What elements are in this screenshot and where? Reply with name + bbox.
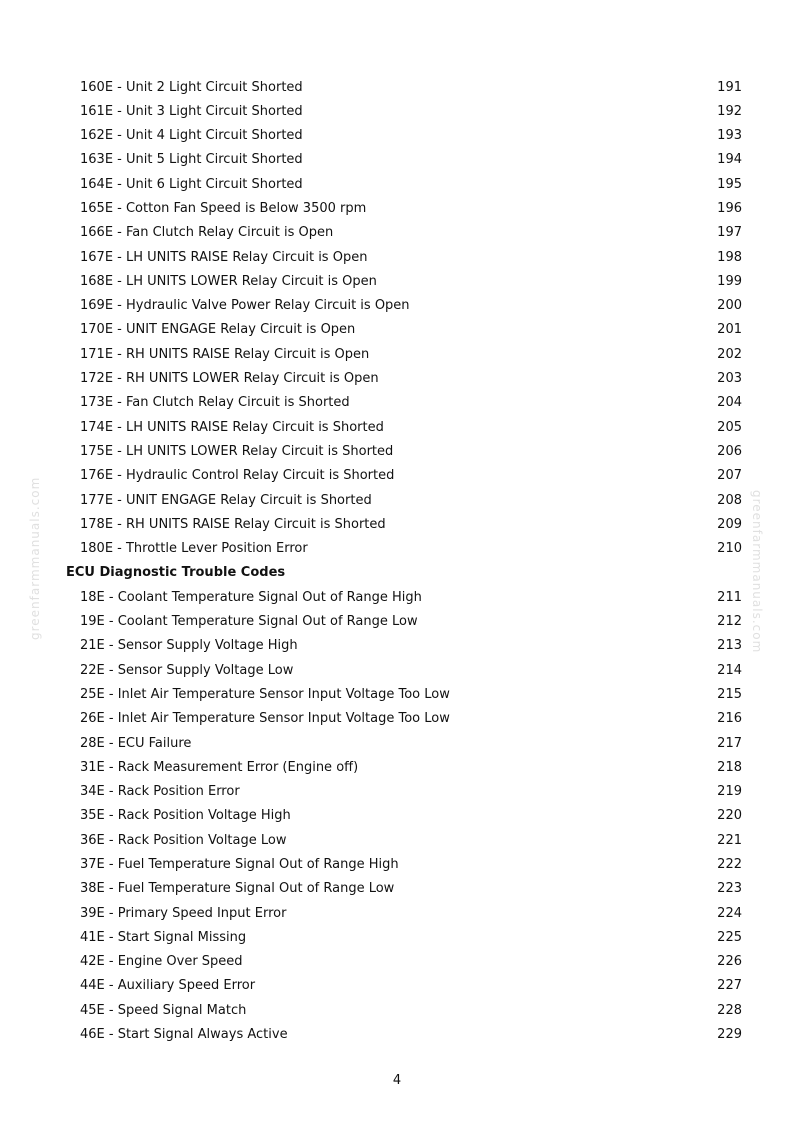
entry-title: 28E - ECU Failure: [80, 735, 192, 751]
entry-title: 166E - Fan Clutch Relay Circuit is Open: [80, 225, 334, 241]
entry-page-number: 192: [717, 103, 742, 119]
entry-title: 25E - Inlet Air Temperature Sensor Input Voltage Too Low: [80, 686, 450, 702]
toc-entry[interactable]: [0, 294, 794, 318]
entry-title: 41E - Start Signal Missing: [80, 929, 247, 945]
toc-entry[interactable]: [0, 124, 794, 148]
entry-page-number: 202: [717, 346, 742, 362]
toc-entry[interactable]: [0, 1023, 794, 1047]
entry-title: 161E - Unit 3 Light Circuit Shorted: [80, 103, 303, 119]
entry-title: 34E - Rack Position Error: [80, 784, 240, 800]
entry-page-number: 217: [717, 735, 742, 751]
entry-title: 169E - Hydraulic Valve Power Relay Circuit is Open: [80, 298, 410, 314]
toc-entry[interactable]: [0, 367, 794, 391]
toc-entry[interactable]: [0, 610, 794, 634]
entry-page-number: 197: [717, 225, 742, 241]
entry-title: 167E - LH UNITS RAISE Relay Circuit is Open: [80, 249, 368, 265]
toc-entry[interactable]: [0, 732, 794, 756]
entry-title: 172E - RH UNITS LOWER Relay Circuit is Open: [80, 371, 379, 387]
entry-page-number: 216: [717, 711, 742, 727]
entry-page-number: 225: [717, 929, 742, 945]
entry-title: 44E - Auxiliary Speed Error: [80, 978, 256, 994]
toc-entry[interactable]: [0, 246, 794, 270]
toc-entry[interactable]: [0, 173, 794, 197]
watermark-text: greenfarmmanuals.com: [28, 476, 42, 640]
entry-page-number: 199: [717, 273, 742, 289]
entry-page-number: 207: [717, 468, 742, 484]
toc-entry[interactable]: [0, 489, 794, 513]
entry-title: 31E - Rack Measurement Error (Engine off): [80, 759, 359, 775]
toc-entry[interactable]: [0, 853, 794, 877]
entry-title: 38E - Fuel Temperature Signal Out of Range Low: [80, 881, 395, 897]
toc-entry[interactable]: [0, 683, 794, 707]
toc-entry[interactable]: [0, 76, 794, 100]
entry-title: 180E - Throttle Lever Position Error: [80, 541, 308, 557]
toc-entry[interactable]: [0, 391, 794, 415]
entry-page-number: 227: [717, 978, 742, 994]
toc-section-heading: [0, 561, 794, 585]
entry-title: 162E - Unit 4 Light Circuit Shorted: [80, 128, 303, 144]
toc-entry[interactable]: [0, 100, 794, 124]
toc-entry[interactable]: [0, 950, 794, 974]
toc-entry[interactable]: [0, 634, 794, 658]
entry-page-number: 204: [717, 395, 742, 411]
section-title: ECU Diagnostic Trouble Codes: [66, 565, 286, 581]
entry-page-number: 218: [717, 759, 742, 775]
entry-title: 22E - Sensor Supply Voltage Low: [80, 662, 294, 678]
entry-title: 21E - Sensor Supply Voltage High: [80, 638, 298, 654]
entry-title: 168E - LH UNITS LOWER Relay Circuit is Open: [80, 273, 377, 289]
entry-title: 176E - Hydraulic Control Relay Circuit is Shorted: [80, 468, 395, 484]
entry-title: 164E - Unit 6 Light Circuit Shorted: [80, 176, 303, 192]
entry-title: 42E - Engine Over Speed: [80, 954, 243, 970]
entry-title: 18E - Coolant Temperature Signal Out of Range High: [80, 589, 422, 605]
entry-page-number: 198: [717, 249, 742, 265]
toc-entry[interactable]: [0, 440, 794, 464]
entry-title: 175E - LH UNITS LOWER Relay Circuit is Shorted: [80, 443, 394, 459]
entry-page-number: 213: [717, 638, 742, 654]
entry-title: 178E - RH UNITS RAISE Relay Circuit is Shorted: [80, 516, 386, 532]
entry-page-number: 201: [717, 322, 742, 338]
entry-title: 26E - Inlet Air Temperature Sensor Input Voltage Too Low: [80, 711, 450, 727]
toc-entry[interactable]: [0, 780, 794, 804]
entry-page-number: 228: [717, 1002, 742, 1018]
page-number: 4: [392, 1073, 402, 1088]
entry-title: 45E - Speed Signal Match: [80, 1002, 247, 1018]
toc-entry[interactable]: [0, 416, 794, 440]
entry-title: 46E - Start Signal Always Active: [80, 1027, 288, 1043]
toc-entry[interactable]: [0, 999, 794, 1023]
entry-page-number: 193: [717, 128, 742, 144]
toc-entry[interactable]: [0, 318, 794, 342]
entry-page-number: 215: [717, 686, 742, 702]
entry-page-number: 191: [717, 79, 742, 95]
entry-title: 163E - Unit 5 Light Circuit Shorted: [80, 152, 303, 168]
entry-title: 37E - Fuel Temperature Signal Out of Range High: [80, 857, 399, 872]
entry-page-number: 200: [717, 298, 742, 314]
entry-page-number: 229: [717, 1027, 742, 1043]
entry-title: 35E - Rack Position Voltage High: [80, 808, 291, 824]
toc-entry[interactable]: [0, 804, 794, 828]
toc-entry[interactable]: [0, 148, 794, 172]
toc-entry[interactable]: [0, 197, 794, 221]
entry-title: 174E - LH UNITS RAISE Relay Circuit is Shorted: [80, 419, 384, 435]
table-of-contents: [0, 76, 794, 1048]
entry-page-number: 205: [717, 419, 742, 435]
entry-page-number: 206: [717, 443, 742, 459]
toc-entry[interactable]: [0, 464, 794, 488]
entry-title: 36E - Rack Position Voltage Low: [80, 832, 287, 848]
entry-page-number: 203: [717, 371, 742, 387]
toc-entry[interactable]: [0, 221, 794, 245]
toc-entry[interactable]: [0, 586, 794, 610]
toc-entry[interactable]: [0, 829, 794, 853]
entry-page-number: 219: [717, 784, 742, 800]
toc-entry[interactable]: [0, 974, 794, 998]
entry-page-number: 195: [717, 176, 742, 192]
toc-entry[interactable]: [0, 926, 794, 950]
entry-page-number: 211: [717, 589, 742, 605]
toc-entry[interactable]: [0, 270, 794, 294]
entry-page-number: 226: [717, 954, 742, 970]
entry-title: 39E - Primary Speed Input Error: [80, 905, 287, 921]
toc-entry[interactable]: [0, 343, 794, 367]
entry-page-number: 210: [717, 541, 742, 557]
toc-entry[interactable]: [0, 513, 794, 537]
entry-page-number: 196: [717, 200, 742, 216]
toc-entry[interactable]: [0, 756, 794, 780]
entry-page-number: 208: [717, 492, 742, 508]
entry-page-number: 223: [717, 881, 742, 897]
toc-entry[interactable]: [0, 877, 794, 901]
entry-title: 177E - UNIT ENGAGE Relay Circuit is Shorted: [80, 492, 372, 508]
toc-entry[interactable]: [0, 537, 794, 561]
entry-page-number: 221: [717, 832, 742, 848]
watermark-text: greenfarmmanuals.com: [750, 490, 764, 654]
entry-title: 19E - Coolant Temperature Signal Out of Range Low: [80, 614, 418, 630]
entry-title: 170E - UNIT ENGAGE Relay Circuit is Open: [80, 322, 356, 338]
entry-page-number: 224: [717, 905, 742, 921]
toc-entry[interactable]: [0, 707, 794, 731]
entry-page-number: 220: [717, 808, 742, 824]
entry-title: 173E - Fan Clutch Relay Circuit is Shorted: [80, 395, 350, 411]
entry-page-number: 222: [717, 857, 742, 872]
toc-entry[interactable]: [0, 902, 794, 926]
entry-page-number: 209: [717, 516, 742, 532]
entry-title: 160E - Unit 2 Light Circuit Shorted: [80, 79, 303, 95]
entry-title: 171E - RH UNITS RAISE Relay Circuit is Open: [80, 346, 370, 362]
toc-entry[interactable]: [0, 659, 794, 683]
entry-page-number: 194: [717, 152, 742, 168]
entry-title: 165E - Cotton Fan Speed is Below 3500 rpm: [80, 200, 367, 216]
entry-page-number: 212: [717, 614, 742, 630]
entry-page-number: 214: [717, 662, 742, 678]
